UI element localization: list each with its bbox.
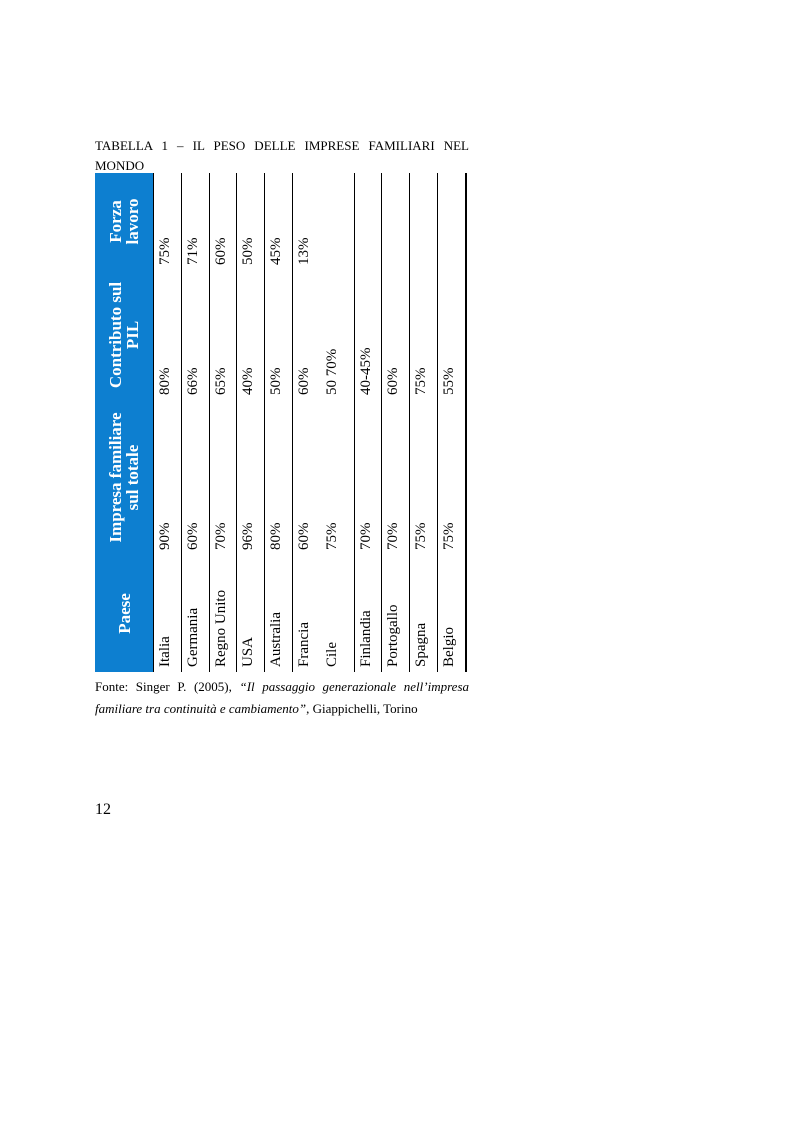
table-empty-row	[465, 173, 466, 672]
cell-forza	[410, 173, 438, 270]
source-prefix: Fonte: Singer P. (2005),	[95, 679, 232, 694]
cell-paese: Belgio	[437, 555, 465, 672]
empty-cell	[465, 400, 466, 555]
table-caption-continued: MONDO	[95, 158, 145, 173]
table-source	[95, 676, 469, 698]
cell-pil: 66%	[181, 270, 209, 400]
cell-pil: 65%	[209, 270, 237, 400]
cell-impresa: 60%	[181, 400, 209, 555]
source-title-start: “Il passaggio generazionale nell’impresa	[239, 679, 470, 694]
cell-paese: Spagna	[410, 555, 438, 672]
cell-paese: Australia	[265, 555, 293, 672]
cell-forza: 75%	[154, 173, 182, 270]
cell-paese: Italia	[154, 555, 182, 672]
cell-impresa: 80%	[265, 400, 293, 555]
table-row	[154, 173, 182, 672]
table-row	[265, 173, 293, 672]
table-row	[292, 173, 354, 672]
empty-cell	[465, 173, 466, 270]
source-title-end: familiare tra continuità e cambiamento”	[95, 701, 307, 716]
cell-pil-line: 60%	[295, 367, 312, 395]
rotated-table	[95, 173, 467, 672]
cell-pil: 40-45%	[354, 270, 382, 400]
cell-paese-line: Cile	[323, 642, 340, 667]
cell-pil: 40%	[237, 270, 265, 400]
table-row	[237, 173, 265, 672]
table-row	[410, 173, 438, 672]
cell-paese-line: Francia	[295, 622, 312, 667]
cell-pil: 80%	[154, 270, 182, 400]
cell-paese: USA	[237, 555, 265, 672]
table-row	[354, 173, 382, 672]
table-caption: TABELLA 1 – IL PESO DELLE IMPRESE FAMILIARI NEL	[95, 138, 469, 153]
cell-impresa: 70%	[354, 400, 382, 555]
cell-paese: Germania	[181, 555, 209, 672]
cell-pil: 50%	[265, 270, 293, 400]
page-number: 12	[95, 801, 111, 818]
header-paese: Paese	[95, 555, 154, 672]
cell-impresa: 90%	[154, 400, 182, 555]
cell-forza	[292, 173, 354, 270]
rotated-table-frame	[95, 173, 467, 672]
cell-forza: 45%	[265, 173, 293, 270]
cell-forza: 71%	[181, 173, 209, 270]
cell-impresa: 70%	[209, 400, 237, 555]
cell-paese: Regno Unito	[209, 555, 237, 672]
table-row	[437, 173, 465, 672]
header-contributo-pil: Contributo sul PIL	[95, 270, 154, 400]
cell-pil: 55%	[437, 270, 465, 400]
table-row	[209, 173, 237, 672]
cell-impresa: 75%	[437, 400, 465, 555]
cell-forza	[382, 173, 410, 270]
header-impresa-familiare: Impresa familiare sul totale	[95, 400, 154, 555]
cell-forza: 60%	[209, 173, 237, 270]
cell-pil-line: 50 70%	[323, 348, 340, 395]
table-row	[181, 173, 209, 672]
cell-impresa-line: 75%	[323, 522, 340, 550]
cell-impresa	[292, 400, 354, 555]
cell-impresa: 96%	[237, 400, 265, 555]
empty-cell	[465, 270, 466, 400]
cell-paese	[292, 555, 354, 672]
table-source-continued	[95, 698, 418, 720]
cell-forza-line: 13%	[295, 237, 312, 265]
cell-forza	[437, 173, 465, 270]
cell-impresa: 70%	[382, 400, 410, 555]
family-business-table	[95, 173, 467, 672]
header-forza-lavoro: Forza lavoro	[95, 173, 154, 270]
cell-pil: 75%	[410, 270, 438, 400]
table-row	[382, 173, 410, 672]
cell-paese: Portogallo	[382, 555, 410, 672]
cell-impresa-line: 60%	[295, 522, 312, 550]
source-publisher: , Giappichelli, Torino	[306, 701, 418, 716]
table-header-row	[95, 173, 154, 672]
empty-cell	[465, 555, 466, 672]
cell-forza: 50%	[237, 173, 265, 270]
cell-paese: Finlandia	[354, 555, 382, 672]
cell-pil: 60%	[382, 270, 410, 400]
cell-forza	[354, 173, 382, 270]
cell-pil	[292, 270, 354, 400]
cell-impresa: 75%	[410, 400, 438, 555]
